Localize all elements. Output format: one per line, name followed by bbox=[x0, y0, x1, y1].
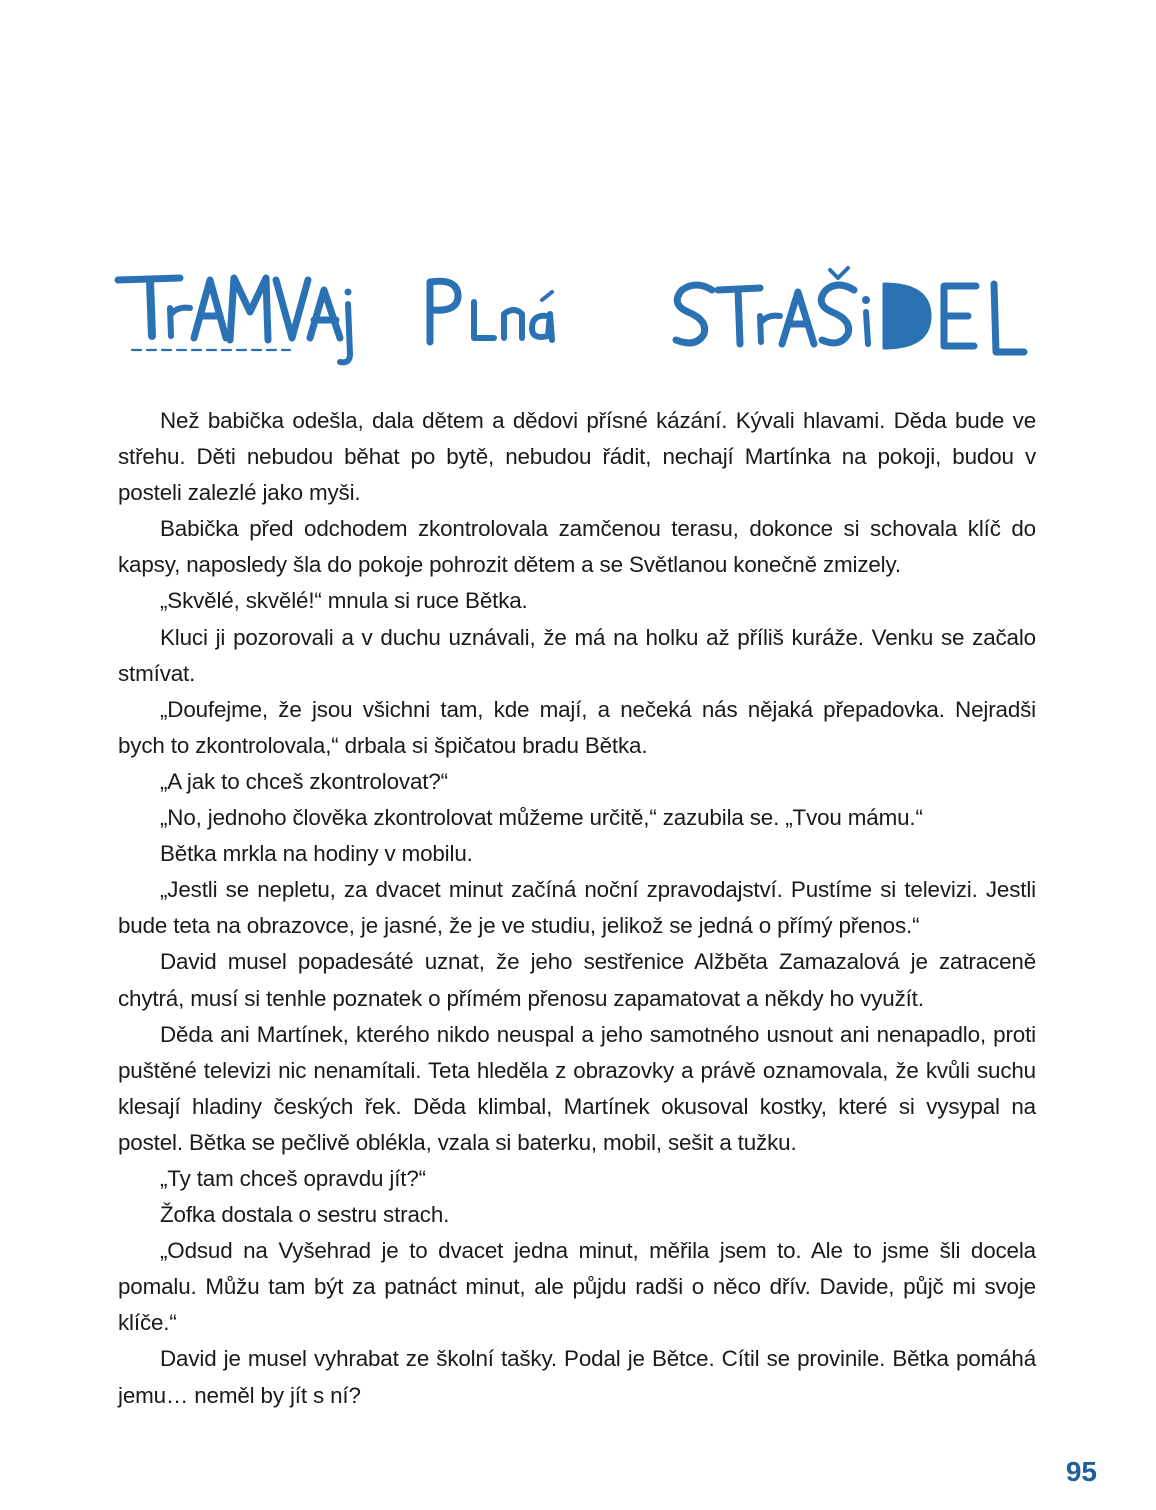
paragraph: „Skvělé, skvělé!“ mnula si ruce Bětka. bbox=[160, 588, 528, 614]
paragraph: „Ty tam chceš opravdu jít?“ bbox=[160, 1165, 426, 1191]
page-number: 95 bbox=[1065, 1456, 1097, 1487]
paragraph: „No, jednoho člověka zkontrolovat můžeme určitě,“ zazubila se. „Tvou mámu.“ bbox=[160, 805, 923, 831]
paragraph: Bětka mrkla na hodiny v mobilu. bbox=[160, 841, 473, 867]
paragraph: David je musel vyhrabat ze školní tašky. Podal je Bětce. Cítil se provinile. Bětka pomáhá jemu… neměl by jít s ní? bbox=[118, 1346, 1036, 1408]
paragraph: „Jestli se nepletu, za dvacet minut začíná noční zpravodajství. Pustíme si televizi. Jestli bude teta na obrazovce, je jasné, že je ve studiu, jelikož se jedná o přímý přenos.“ bbox=[118, 877, 1036, 939]
paragraph: „Odsud na Vyšehrad je to dvacet jedna minut, měřila jsem to. Ale to jsme šli docela pomalu. Můžu tam být za patnáct minut, ale půjdu radši o něco dřív. Davide, půjč mi svoje klíče.“ bbox=[118, 1238, 1036, 1336]
paragraph: Babička před odchodem zkontrolovala zamčenou terasu, dokonce si schovala klíč do kapsy, naposledy šla do pokoje pohrozit dětem a se Světlanou konečně zmizely. bbox=[118, 516, 1036, 578]
paragraph: Děda ani Martínek, kterého nikdo neuspal a jeho samotného usnout ani nenapadlo, proti puštěné televizi nic nenamítali. Teta hleděla z obrazovky a právě oznamovala, že kvůli suchu klesají hladiny českých řek. Děda klimbal, Martínek okusoval kostky, které si vysypal na postel. Bětka se pečlivě oblékla, vzala si baterku, mobil, sešit a tužku. bbox=[118, 1021, 1036, 1155]
paragraph: „A jak to chceš zkontrolovat?“ bbox=[160, 768, 448, 794]
paragraph: Žofka dostala o sestru strach. bbox=[160, 1202, 450, 1228]
paragraph: „Doufejme, že jsou všichni tam, kde mají, a nečeká nás nějaká přepadovka. Nejradši bych to zkontrolovala,“ drbala si špičatou bradu Bětka. bbox=[118, 696, 1036, 758]
body-text bbox=[118, 403, 1036, 1414]
paragraph: Kluci ji pozorovali a v duchu uznávali, že má na holku až příliš kuráže. Venku se začalo stmívat. bbox=[118, 624, 1036, 686]
handwritten-title-drawing bbox=[110, 258, 1050, 378]
chapter-title bbox=[110, 258, 1050, 378]
paragraph: David musel popadesáté uznat, že jeho sestřenice Alžběta Zamazalová je zatraceně chytrá, musí si tenhle poznatek o přímém přenosu zapamatovat a někdy ho využít. bbox=[118, 949, 1036, 1011]
paragraph: Než babička odešla, dala dětem a dědovi přísné kázání. Kývali hlavami. Děda bude ve střehu. Děti nebudou běhat po bytě, nebudou řádit, nechají Martínka na pokoji, budou v posteli zalezlé jako myši. bbox=[118, 408, 1036, 506]
